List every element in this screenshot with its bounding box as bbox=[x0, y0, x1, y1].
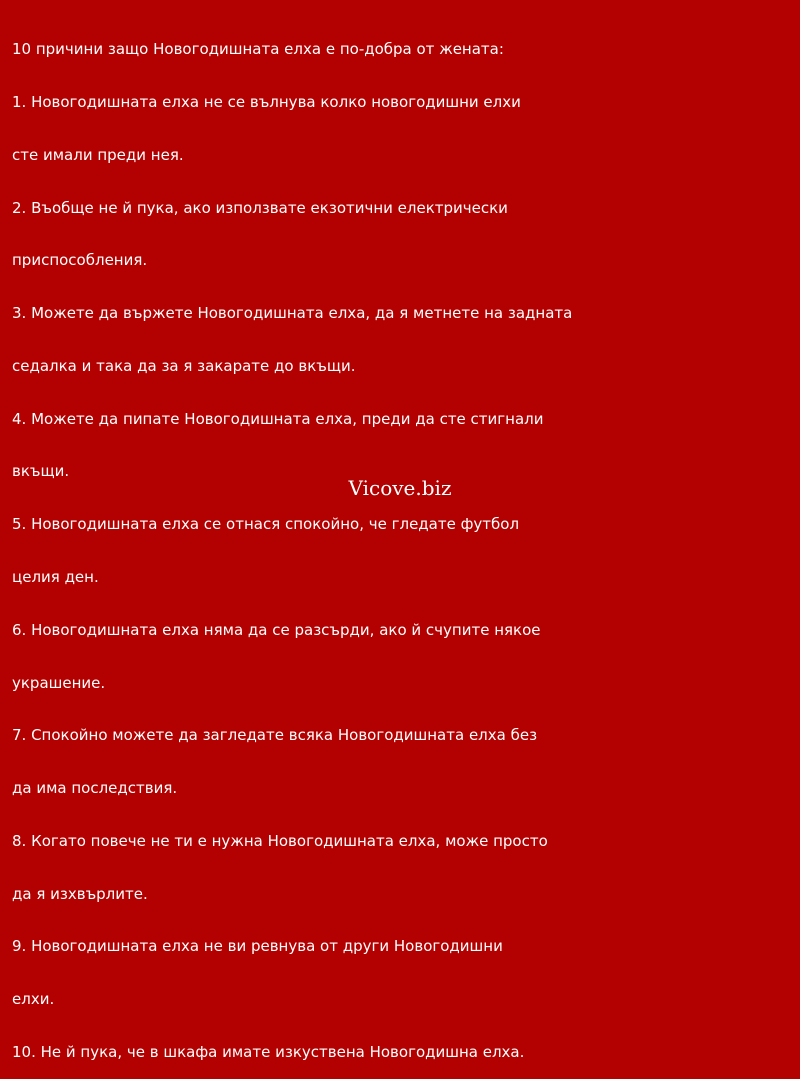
joke-line: 3. Можете да вържете Новогодишната елха, да я метнете на задната bbox=[12, 304, 573, 323]
joke-line: 5. Новогодишната елха се отнася спокойно, че гледате футбол bbox=[12, 515, 520, 534]
site-watermark: Vicove.biz bbox=[348, 476, 452, 500]
joke-line: да я изхвърлите. bbox=[12, 884, 148, 903]
joke-line: 9. Новогодишната елха не ви ревнува от други Новогодишни bbox=[12, 937, 503, 956]
joke-text-block bbox=[12, 6, 792, 1079]
joke-line: 6. Новогодишната елха няма да се разсърди, ако й счупите някое bbox=[12, 620, 541, 639]
joke-line: сте имали преди нея. bbox=[12, 145, 184, 164]
joke-line: 8. Когато повече не ти е нужна Новогодишната елха, може просто bbox=[12, 831, 548, 850]
joke-line: украшение. bbox=[12, 673, 106, 692]
joke-line: 1. Новогодишната елха не се вълнува колко новогодишни елхи bbox=[12, 92, 521, 111]
joke-title-line: 10 причини защо Новогодишната елха е по-добра от жената: bbox=[12, 40, 504, 59]
joke-line: седалка и така да за я закарате до вкъщи. bbox=[12, 356, 356, 375]
joke-line: вкъщи. bbox=[12, 462, 70, 481]
joke-line: 4. Можете да пипате Новогодишната елха, преди да сте стигнали bbox=[12, 409, 544, 428]
joke-line: елхи. bbox=[12, 990, 55, 1009]
joke-line: 7. Спокойно можете да загледате всяка Новогодишната елха без bbox=[12, 726, 538, 745]
joke-line: целия ден. bbox=[12, 568, 99, 586]
joke-line: 10. Не й пука, че в шкафа имате изкуствена Новогодишна елха. bbox=[12, 1043, 525, 1062]
joke-line: 2. Въобще не й пука, ако използвате екзотични електрически bbox=[12, 198, 508, 217]
joke-line: да има последствия. bbox=[12, 779, 178, 798]
joke-line: приспособления. bbox=[12, 251, 148, 270]
